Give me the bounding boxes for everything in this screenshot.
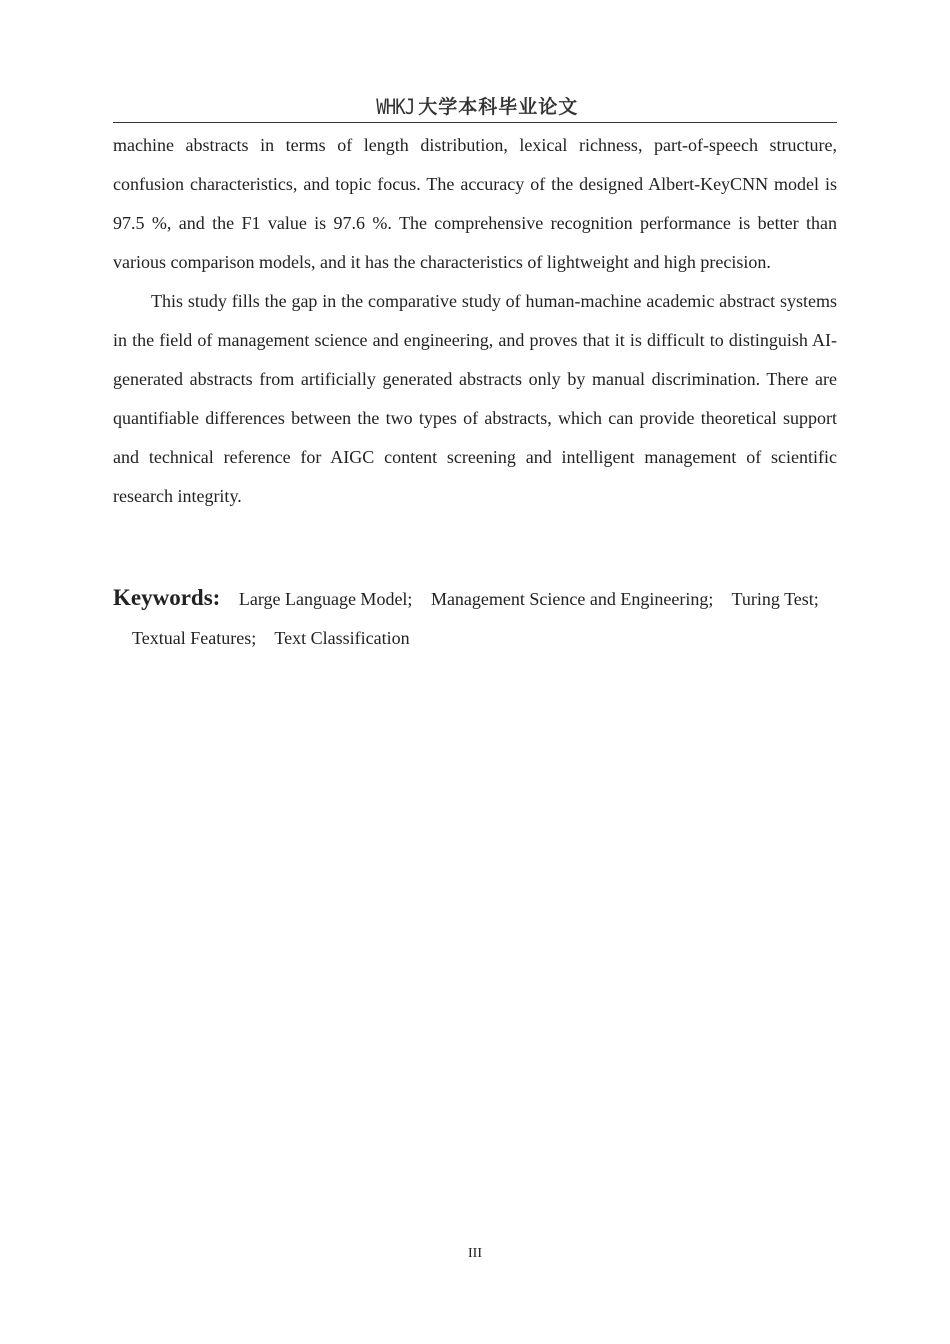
header-university-code: WHKJ [375,95,415,119]
page-number: III [468,1246,482,1261]
abstract-paragraph-2: This study fills the gap in the comparative study of human-machine academic abstract systems in the field of management science and engineering, and proves that it is difficult to distinguish AI-generated abstracts from artificially generated abstracts only by manual discrimination. There are quantifiable differences between the two types of abstracts, which can provide theoretical support and technical reference for AIGC content screening and intelligent management of scientific research integrity. [113,291,837,506]
keyword-item: Large Language Model; [238,589,413,609]
running-header [113,94,837,123]
header-thesis-title: 大学本科毕业论文 [418,96,579,118]
abstract-paragraph-1: machine abstracts in terms of length distribution, lexical richness, part-of-speech structure, confusion characteristics, and topic focus. The accuracy of the designed Albert-KeyCNN model is 97.5 %, and the F1 value is 97.6 %. The comprehensive recognition performance is better than various comparison models, and it has the characteristics of lightweight and high precision. [113,135,837,272]
keyword-item: Text Classification [274,628,410,648]
abstract-body [113,126,837,516]
keyword-item: Management Science and Engineering; [430,589,714,609]
keyword-item: Turing Test; [731,589,819,609]
keywords-section [113,578,856,658]
keywords-label: Keywords: [113,585,221,610]
keyword-item: Textual Features; [132,628,257,648]
